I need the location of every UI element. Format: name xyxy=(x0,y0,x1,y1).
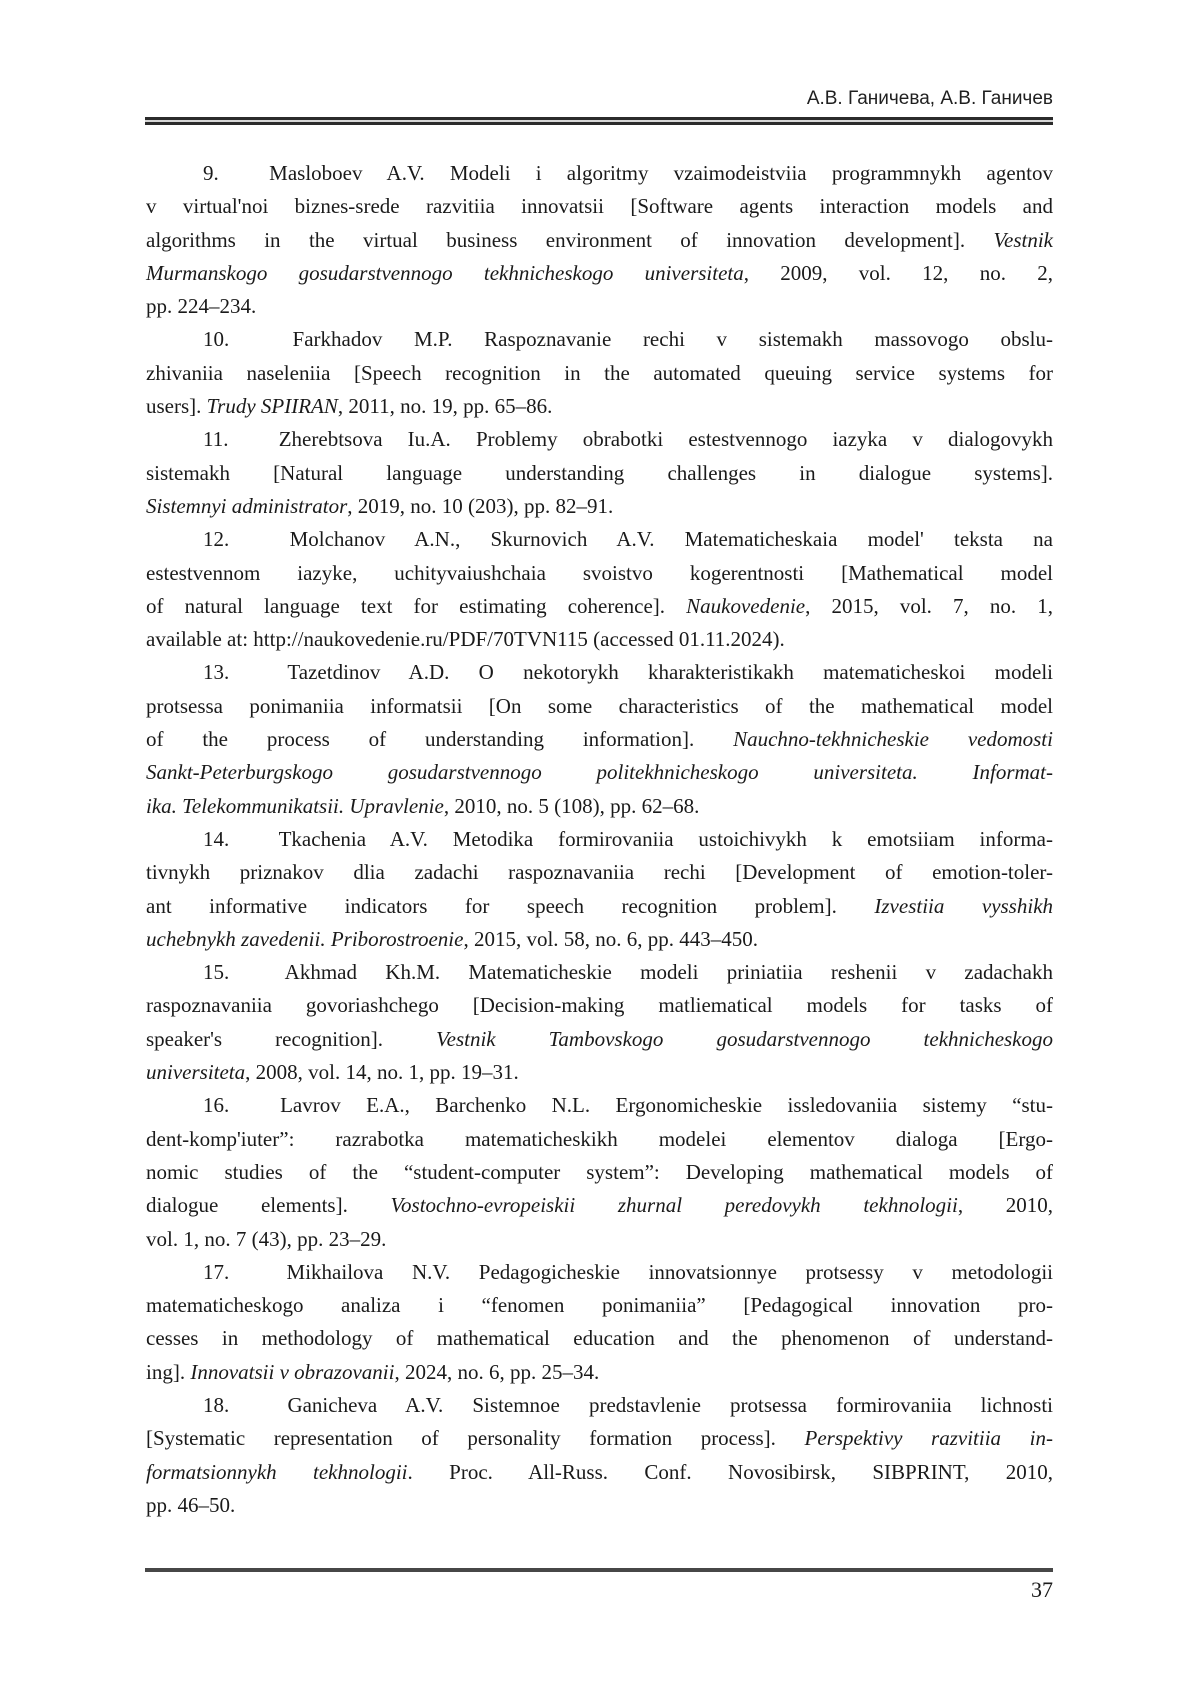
reference-line xyxy=(146,690,1053,723)
reference-line xyxy=(146,1289,1053,1322)
reference-line xyxy=(146,1123,1053,1156)
reference-item xyxy=(146,523,1053,656)
reference-line xyxy=(146,1456,1053,1489)
reference-line xyxy=(146,1223,1053,1256)
reference-line xyxy=(146,1389,1053,1422)
text-run: [Systematic representation of personality formation process]. xyxy=(146,1426,805,1451)
reference-line xyxy=(146,290,1053,323)
reference-line xyxy=(146,856,1053,889)
text-run: 10. Farkhadov M.P. Raspoznavanie rechi v sistemakh massovogo obslu- xyxy=(203,327,1053,352)
journal-title-run: Vostochno-evropeiskii zhurnal peredovykh tekhnologii xyxy=(390,1193,958,1218)
reference-line xyxy=(146,523,1053,556)
journal-title-run: Vestnik Tambovskogo gosudarstvennogo tekhnicheskogo xyxy=(436,1026,1054,1051)
text-run: 11. Zherebtsova Iu.A. Problemy obrabotki estestvennogo iazyka v dialogovykh xyxy=(203,427,1053,452)
text-run: 14. Tkachenia A.V. Metodika formirovaniia ustoichivykh k emotsiiam informa- xyxy=(203,826,1053,851)
journal-title-run: Sankt-Peterburgskogo gosudarstvennogo politekhnicheskogo universiteta. Informat- xyxy=(146,760,1053,785)
reference-line xyxy=(146,190,1053,223)
journal-title-run: Trudy SPIIRAN xyxy=(206,394,338,419)
text-run: , 2019, no. 10 (203), pp. 82–91. xyxy=(347,493,614,518)
text-run: sistemakh [Natural language understanding challenges in dialogue systems]. xyxy=(146,460,1053,485)
reference-line xyxy=(146,656,1053,689)
reference-item xyxy=(146,1089,1053,1255)
text-run: , 2008, vol. 14, no. 1, pp. 19–31. xyxy=(245,1060,519,1085)
journal-title-run: formatsionnykh tekhnologii xyxy=(146,1459,408,1484)
text-run: , 2024, no. 6, pp. 25–34. xyxy=(394,1359,600,1384)
reference-item xyxy=(146,656,1053,822)
reference-item xyxy=(146,323,1053,423)
reference-line xyxy=(146,257,1053,290)
reference-item xyxy=(146,423,1053,523)
text-run: 13. Tazetdinov A.D. O nekotorykh kharakteristikakh matematicheskoi modeli xyxy=(203,660,1053,685)
text-run: , 2015, vol. 7, no. 1, xyxy=(805,593,1053,618)
journal-title-run: Sistemnyi administrator xyxy=(146,493,348,518)
reference-line xyxy=(146,723,1053,756)
journal-title-run: Murmanskogo gosudarstvennogo tekhnicheskogo universiteta xyxy=(146,260,744,285)
text-run: 18. Ganicheva A.V. Sistemnoe predstavlenie protsessa formirovaniia lichnosti xyxy=(203,1392,1053,1417)
reference-line xyxy=(146,1256,1053,1289)
reference-line xyxy=(146,890,1053,923)
journal-title-run: Innovatsii v obrazovanii xyxy=(190,1359,395,1384)
text-run: raspoznavaniia govoriashchego [Decision-making matliematical models for tasks of xyxy=(146,993,1053,1018)
reference-line xyxy=(146,224,1053,257)
text-run: , 2010, no. 5 (108), pp. 62–68. xyxy=(443,793,700,818)
reference-line xyxy=(146,1189,1053,1222)
reference-item xyxy=(146,1256,1053,1389)
footer-divider-rule xyxy=(145,1568,1053,1572)
page-number: 37 xyxy=(1031,1577,1053,1602)
text-run: , 2010, xyxy=(957,1193,1053,1218)
reference-line xyxy=(146,1056,1053,1089)
reference-line xyxy=(146,1322,1053,1355)
text-run: 16. Lavrov E.A., Barchenko N.L. Ergonomicheskie issledovaniia sistemy “stu- xyxy=(203,1093,1053,1118)
text-run: 17. Mikhailova N.V. Pedagogicheskie innovatsionnye protsessy v metodologii xyxy=(203,1259,1053,1284)
journal-title-run: Naukovedenie xyxy=(686,593,806,618)
text-run: ing]. xyxy=(146,1359,191,1384)
reference-line xyxy=(146,623,1053,656)
reference-line xyxy=(146,490,1053,523)
reference-line xyxy=(146,923,1053,956)
text-run: zhivaniia naseleniia [Speech recognition in the automated queuing service systems for xyxy=(146,360,1053,385)
text-run: of the process of understanding information]. xyxy=(146,727,734,752)
references-list xyxy=(146,157,1053,1522)
text-run: matematicheskogo analiza i “fenomen ponimaniia” [Pedagogical innovation pro- xyxy=(146,1293,1053,1318)
reference-line xyxy=(146,1356,1053,1389)
text-run: users]. xyxy=(146,394,207,419)
text-run: estestvennom iazyke, uchityvaiushchaia svoistvo kogerentnosti [Mathematical model xyxy=(146,560,1053,585)
reference-line xyxy=(146,1023,1053,1056)
text-run: cesses in methodology of mathematical education and the phenomenon of understand- xyxy=(146,1326,1053,1351)
reference-line xyxy=(146,956,1053,989)
text-run: . Proc. All-Russ. Conf. Novosibirsk, SIBPRINT, 2010, xyxy=(407,1459,1053,1484)
reference-line xyxy=(146,390,1053,423)
reference-line xyxy=(146,357,1053,390)
text-run: 9. Masloboev A.V. Modeli i algoritmy vzaimodeistviia programmnykh agentov xyxy=(203,161,1053,185)
reference-item xyxy=(146,157,1053,323)
reference-item xyxy=(146,1389,1053,1522)
reference-line xyxy=(146,823,1053,856)
text-run: , 2015, vol. 58, no. 6, pp. 443–450. xyxy=(463,926,759,951)
text-run: v virtual'noi biznes-srede razvitiia innovatsii [Software agents interaction models and xyxy=(146,194,1053,219)
text-run: pp. 224–234. xyxy=(146,294,257,319)
text-run: , 2011, no. 19, pp. 65–86. xyxy=(337,394,553,419)
journal-title-run: Vestnik xyxy=(993,227,1053,252)
text-run: pp. 46–50. xyxy=(146,1492,236,1517)
reference-line xyxy=(146,557,1053,590)
reference-line xyxy=(146,323,1053,356)
text-run: vol. 1, no. 7 (43), pp. 23–29. xyxy=(146,1226,387,1251)
journal-title-run: ika. Telekommunikatsii. Upravlenie xyxy=(146,793,444,818)
text-run: algorithms in the virtual business environment of innovation development]. xyxy=(146,227,994,252)
reference-line xyxy=(146,157,1053,190)
reference-line xyxy=(146,1156,1053,1189)
text-run: , 2009, vol. 12, no. 2, xyxy=(743,260,1053,285)
text-run: dialogue elements]. xyxy=(146,1193,391,1218)
text-run: of natural language text for estimating coherence]. xyxy=(146,593,687,618)
header-divider-rule xyxy=(145,117,1053,125)
text-run: protsessa ponimaniia informatsii [On some characteristics of the mathematical model xyxy=(146,693,1053,718)
reference-item xyxy=(146,823,1053,956)
reference-line xyxy=(146,423,1053,456)
reference-line xyxy=(146,756,1053,789)
text-run: ant informative indicators for speech recognition problem]. xyxy=(146,893,875,918)
reference-line xyxy=(146,790,1053,823)
running-head-authors: А.В. Ганичева, А.В. Ганичев xyxy=(806,88,1053,109)
reference-line xyxy=(146,1089,1053,1122)
text-run: nomic studies of the “student-computer system”: Developing mathematical models of xyxy=(146,1159,1053,1184)
text-run: tivnykh priznakov dlia zadachi raspoznavaniia rechi [Development of emotion-toler- xyxy=(146,860,1053,885)
reference-item xyxy=(146,956,1053,1089)
journal-title-run: uchebnykh zavedenii. Priborostroenie xyxy=(146,926,464,951)
journal-title-run: Perspektivy razvitiia in- xyxy=(804,1426,1053,1451)
text-run: speaker's recognition]. xyxy=(146,1026,437,1051)
reference-line xyxy=(146,1422,1053,1455)
journal-title-run: Izvestiia vysshikh xyxy=(874,893,1054,918)
text-run: 12. Molchanov A.N., Skurnovich A.V. Matematicheskaia model' teksta na xyxy=(203,527,1053,552)
reference-line xyxy=(146,457,1053,490)
reference-line xyxy=(146,989,1053,1022)
text-run: available at: http://naukovedenie.ru/PDF/70TVN115 (accessed 01.11.2024). xyxy=(146,627,785,652)
journal-title-run: universiteta xyxy=(146,1060,246,1085)
journal-title-run: Nauchno-tekhnicheskie vedomosti xyxy=(733,727,1053,752)
text-run: dent-komp'iuter”: razrabotka matematicheskikh modelei elementov dialoga [Ergo- xyxy=(146,1126,1053,1151)
text-run: 15. Akhmad Kh.M. Matematicheskie modeli priniatiia reshenii v zadachakh xyxy=(203,960,1053,985)
reference-line xyxy=(146,1489,1053,1522)
reference-line xyxy=(146,590,1053,623)
